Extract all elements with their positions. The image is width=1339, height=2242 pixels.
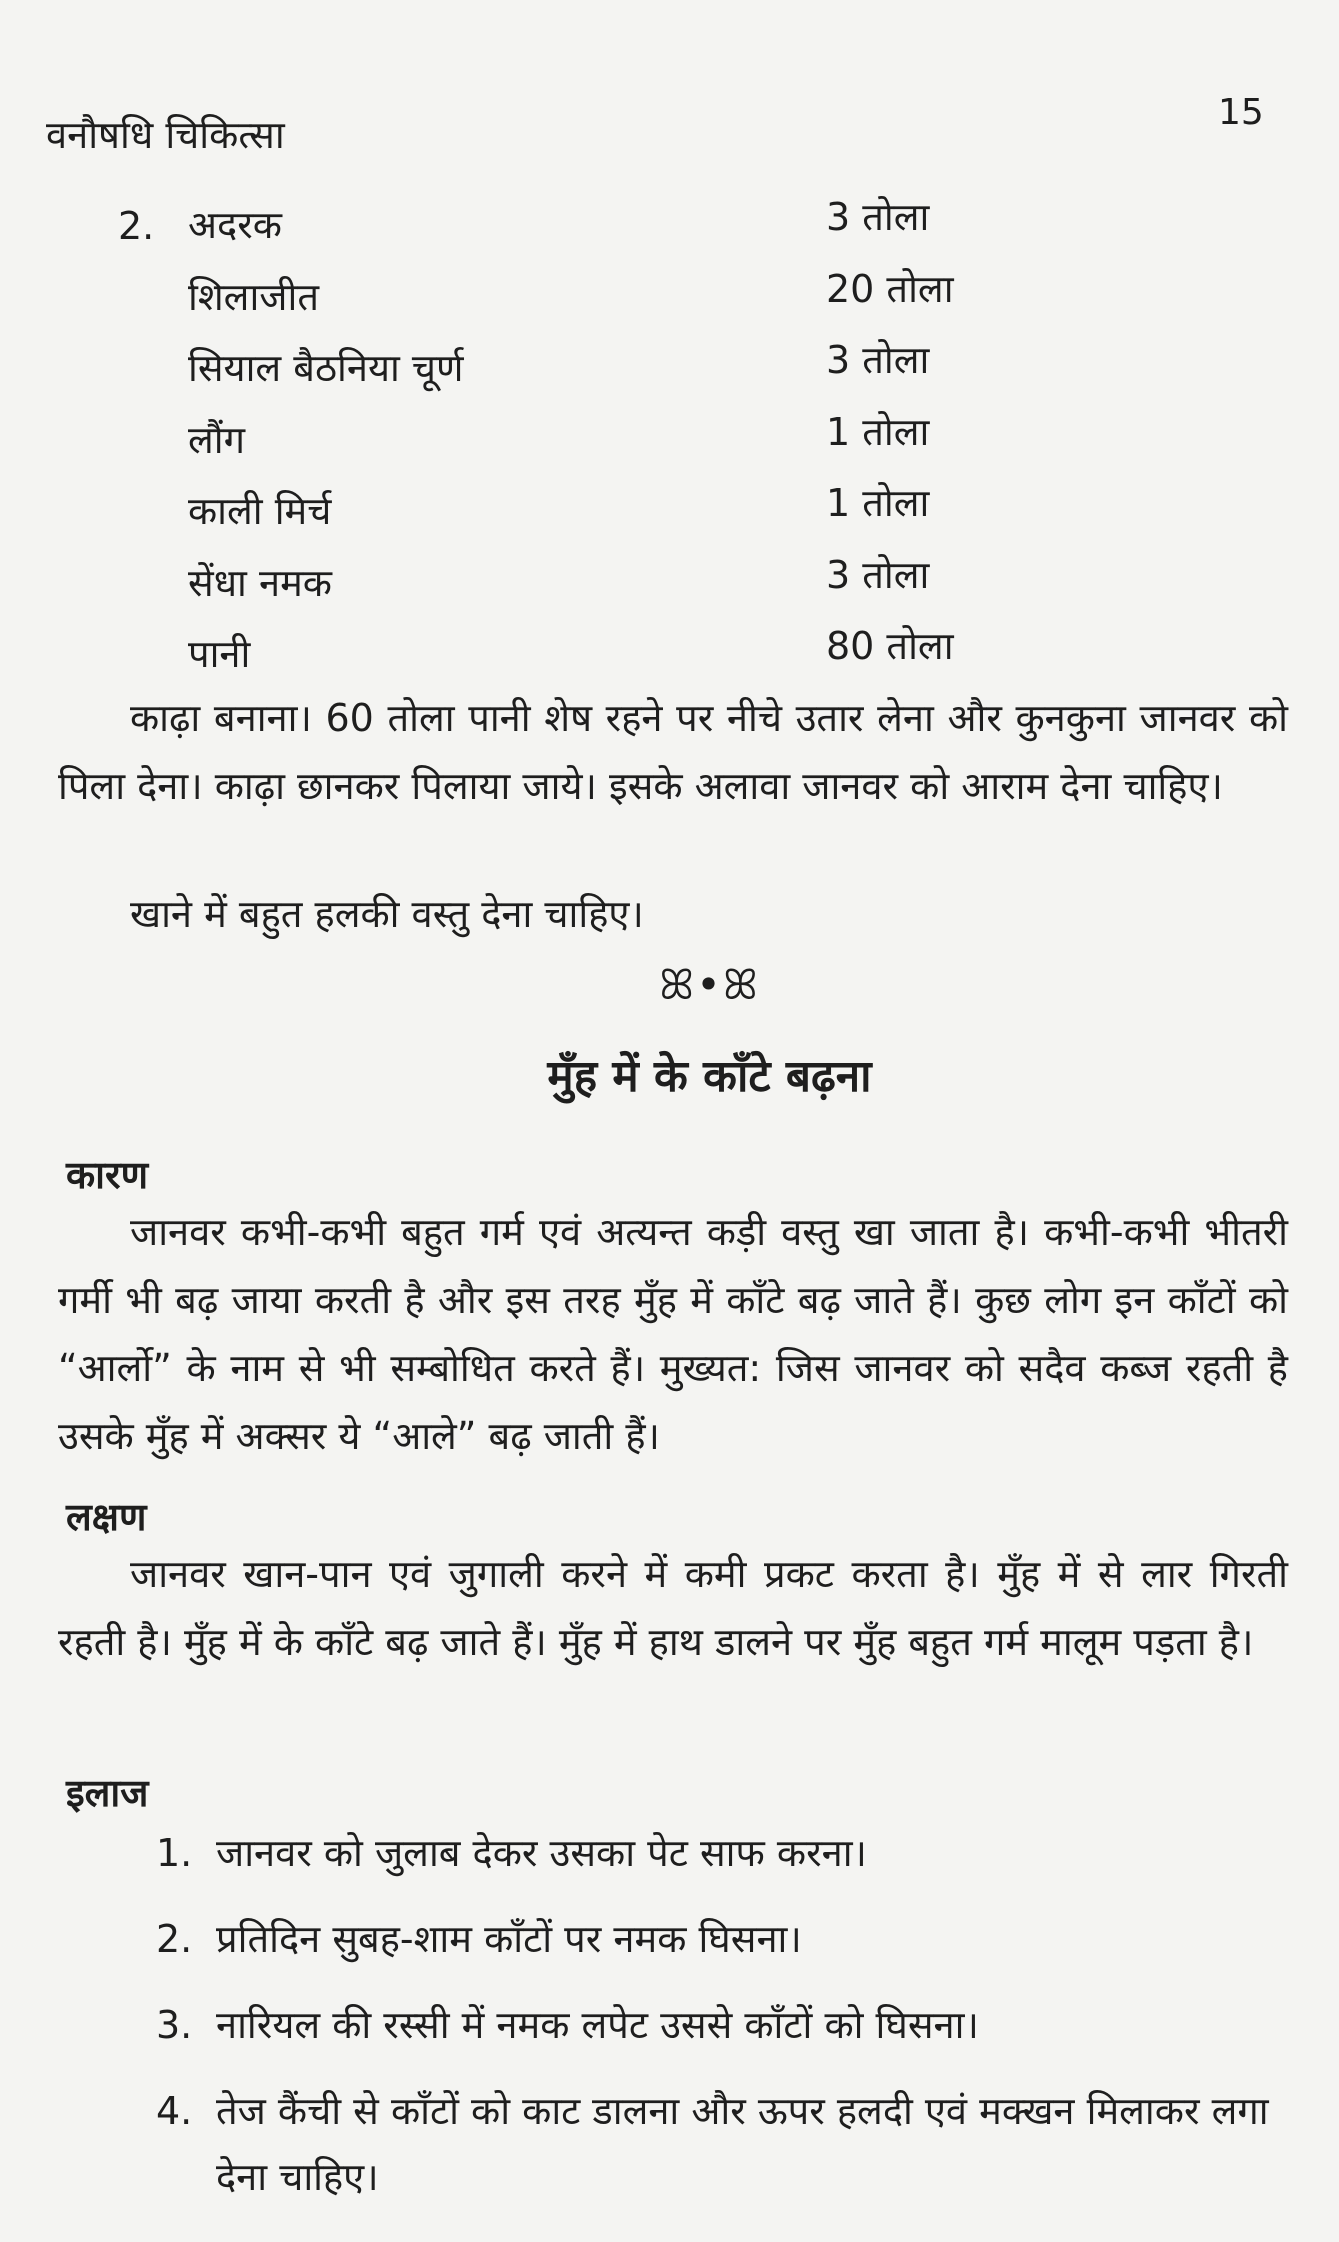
list-item-text: प्रतिदिन सुबह-शाम काँटों पर नमक घिसना। <box>216 1917 802 1961</box>
ingredient-row <box>0 476 1339 548</box>
food-paragraph: खाने में बहुत हलकी वस्तु देना चाहिए। <box>130 892 644 936</box>
section-title: मुँह में के काँटे बढ़ना <box>547 1051 872 1102</box>
list-item-number: 1. <box>156 1831 193 1875</box>
list-item <box>150 2078 1300 2210</box>
ingredient-quantity: 3 तोला <box>826 338 930 382</box>
list-item <box>150 1992 1300 2058</box>
ingredient-row <box>0 333 1339 405</box>
ingredient-name: पानी <box>188 632 251 676</box>
list-item-text: तेज कैंची से काँटों को काट डालना और ऊपर हलदी एवं मक्खन मिलाकर लगा देना चाहिए। <box>216 2089 1269 2199</box>
ingredient-row <box>0 619 1339 691</box>
decoction-paragraph: काढ़ा बनाना। 60 तोला पानी शेष रहने पर नीचे उतार लेना और कुनकुना जानवर को पिला देना। काढ़ा छानकर पिलाया जाये। इसके अलावा जानवर को आराम देना चाहिए। <box>58 696 1288 808</box>
symptoms-heading: लक्षण <box>66 1495 147 1539</box>
list-item-text: जानवर को जुलाब देकर उसका पेट साफ करना। <box>216 1831 867 1875</box>
ingredient-row <box>0 548 1339 620</box>
ingredient-quantity: 80 तोला <box>826 624 954 668</box>
recipe-number: 2. <box>118 204 155 248</box>
ingredient-row <box>0 190 1339 262</box>
ingredient-name: सियाल बैठनिया चूर्ण <box>188 346 464 390</box>
ingredient-name: सेंधा नमक <box>188 560 332 605</box>
list-item <box>150 1820 1300 1886</box>
list-item-number: 3. <box>156 2003 193 2047</box>
list-item-text: नारियल की रस्सी में नमक लपेट उससे काँटों को घिसना। <box>216 2003 979 2047</box>
list-item <box>150 1906 1300 1972</box>
treatment-heading: इलाज <box>66 1771 149 1815</box>
treatment-list <box>150 1820 1300 2230</box>
ingredient-name: अदरक <box>188 203 282 247</box>
list-item-number: 2. <box>156 1917 193 1961</box>
cause-paragraph: जानवर कभी-कभी बहुत गर्म एवं अत्यन्त कड़ी वस्तु खा जाता है। कभी-कभी भीतरी गर्मी भी बढ़ जाया करती है और इस तरह मुँह में काँटे बढ़ जाते हैं। कुछ लोग इन काँटों को “आर्लो” के नाम से भी सम्बोधित करते हैं। मुख्यत: जिस जानवर को सदैव कब्ज रहती है उसके मुँह में अक्सर ये “आले” बढ़ जाती हैं। <box>58 1210 1288 1458</box>
symptoms-paragraph: जानवर खान-पान एवं जुगाली करने में कमी प्रकट करता है। मुँह में से लार गिरती रहती है। मुँह में के काँटे बढ़ जाते हैं। मुँह में हाथ डालने पर मुँह बहुत गर्म मालूम पड़ता है। <box>58 1552 1288 1664</box>
ingredient-quantity: 20 तोला <box>826 266 954 311</box>
ingredient-quantity: 3 तोला <box>826 552 930 597</box>
ingredient-quantity: 3 तोला <box>826 195 930 239</box>
recipe-ingredient-list <box>0 190 1339 691</box>
ingredient-quantity: 1 तोला <box>826 481 930 525</box>
ingredient-quantity: 1 तोला <box>826 409 930 454</box>
ingredient-name: काली मिर्च <box>188 489 332 533</box>
section-ornament: ꕤ•ꕤ <box>659 960 760 1009</box>
cause-heading: कारण <box>66 1153 149 1197</box>
list-item-number: 4. <box>156 2089 193 2133</box>
ingredient-row <box>0 405 1339 477</box>
page-number: 15 <box>1218 92 1264 133</box>
running-title: वनौषधि चिकित्सा <box>46 113 285 157</box>
ingredient-name: लौंग <box>188 417 246 462</box>
ingredient-name: शिलाजीत <box>188 274 319 319</box>
ingredient-row <box>0 262 1339 334</box>
